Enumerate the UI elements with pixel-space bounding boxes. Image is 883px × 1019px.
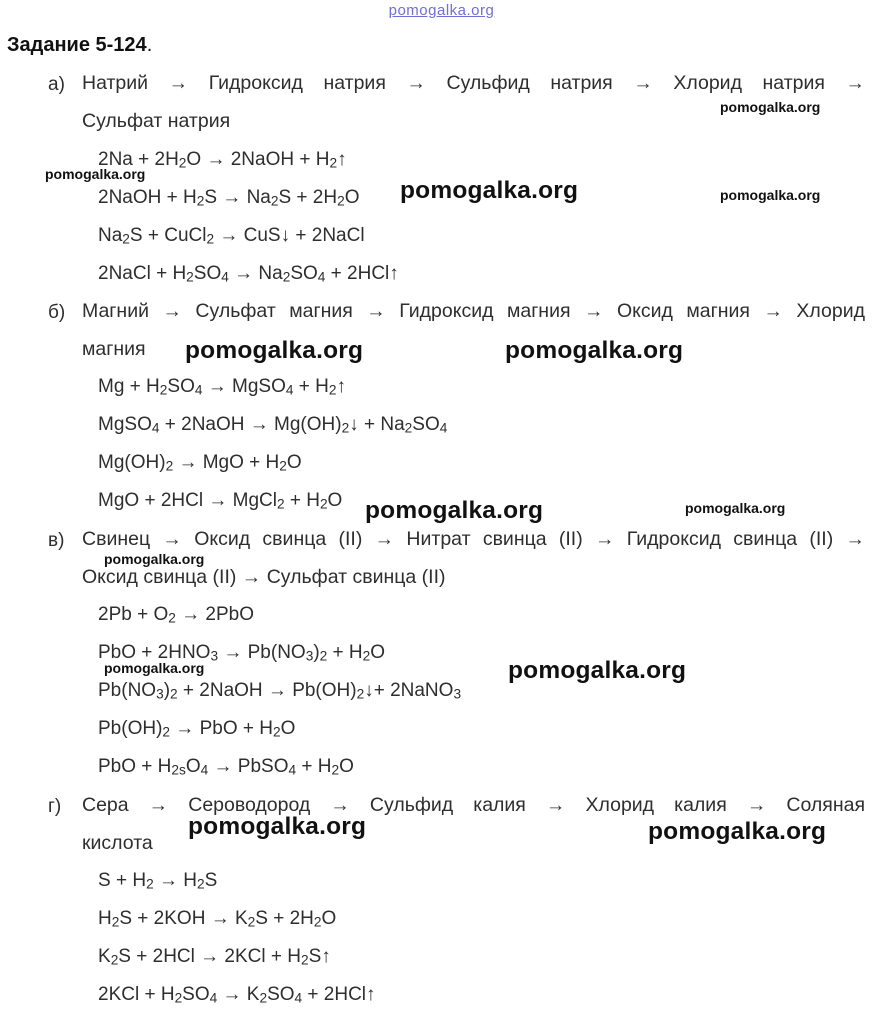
equation: $Pb(OH)_2$ → PbO + $H_2O$ <box>98 718 296 740</box>
watermark: pomogalka.org <box>720 99 821 115</box>
equation: $Pb(NO_3)_2$ + 2NaOH → $Pb(OH)_2↓+$ 2NaNO$_3$ <box>98 680 462 702</box>
equation: $2Na + 2H_2O$ → 2NaOH + $H_2↑$ <box>98 149 347 171</box>
section-v-scheme-line1: Свинец → Оксид свинца (II) → Нитрат свинца (II) → Гидроксид свинца (II) → <box>82 528 865 550</box>
watermark: pomogalka.org <box>648 818 827 845</box>
equation: PbO + $2HNO_3 \to Pb(NO_3)_2 + H_2O$ <box>98 642 386 664</box>
section-b-scheme-line2: магния <box>82 338 146 360</box>
equation: $2Pb + O_2 \to 2PbO$ <box>98 604 255 626</box>
section-a-scheme-line1: Натрий → Гидроксид натрия → Сульфид натрия → Хлорид натрия → <box>82 72 865 94</box>
equation: $Mg + H_2SO_4$ → MgSO$_4$ + $H_2↑$ <box>98 376 346 398</box>
site-watermark-link[interactable]: pomogalka.org <box>388 2 495 19</box>
section-a-letter: а) <box>48 74 65 95</box>
equation: $Mg(OH)_2$ → MgO + $H_2O$ <box>98 452 302 474</box>
equation: $K_2S + 2HCl \to 2KCl$ + $H_2S↑$ <box>98 946 331 968</box>
watermark: pomogalka.org <box>104 660 205 676</box>
watermark: pomogalka.org <box>185 337 364 364</box>
equation: $2KCl + H_2SO_4 \to K_2SO_4$ + 2HCl↑ <box>98 984 376 1006</box>
section-a-scheme-line2: Сульфат натрия <box>82 110 231 132</box>
section-b-scheme-line1: Магний → Сульфат магния → Гидроксид магния → Оксид магния → Хлорид <box>82 300 865 322</box>
task-title-text: Задание 5-124 <box>7 34 147 56</box>
section-g-scheme-line2: кислота <box>82 832 153 854</box>
watermark: pomogalka.org <box>685 500 786 516</box>
watermark: pomogalka.org <box>400 177 579 204</box>
equation: MgO + 2HCl → MgCl$_2$ + $H_2O$ <box>98 490 343 512</box>
section-v-letter: в) <box>48 530 65 551</box>
task-title <box>7 34 152 57</box>
equation: 2NaCl + $H_2SO_4 \to Na_2SO_4$ + 2HCl↑ <box>98 263 399 285</box>
equation: MgSO$_4$ + 2NaOH → $Mg(OH)_2↓ + Na_2SO_4$ <box>98 414 448 436</box>
section-g-scheme-line1: Сера → Сероводород → Сульфид калия → Хлорид калия → Соляная <box>82 794 865 816</box>
section-b-letter: б) <box>48 302 66 323</box>
watermark: pomogalka.org <box>508 657 687 684</box>
watermark: pomogalka.org <box>104 551 205 567</box>
section-g-letter: г) <box>48 796 62 817</box>
equation: $S + H_2 \to H_2S$ <box>98 870 218 892</box>
task-title-dot: . <box>146 34 153 56</box>
equation: PbO + $H_{2s}O_4$ → PbSO$_4$ + $H_2O$ <box>98 756 354 778</box>
section-v-scheme-line2: Оксид свинца (II) → Сульфат свинца (II) <box>82 566 446 588</box>
equation: $Na_2S$ + CuCl$_2$ → CuS↓ + 2NaCl <box>98 225 365 247</box>
equation: $H_2S + 2KOH \to K_2S + 2H_2O$ <box>98 908 337 930</box>
watermark: pomogalka.org <box>505 337 684 364</box>
equation: 2NaOH + $H_2S \to Na_2S + 2H_2O$ <box>98 187 360 209</box>
watermark: pomogalka.org <box>720 187 821 203</box>
watermark: pomogalka.org <box>365 497 544 524</box>
watermark: pomogalka.org <box>45 166 146 182</box>
watermark: pomogalka.org <box>188 813 367 840</box>
